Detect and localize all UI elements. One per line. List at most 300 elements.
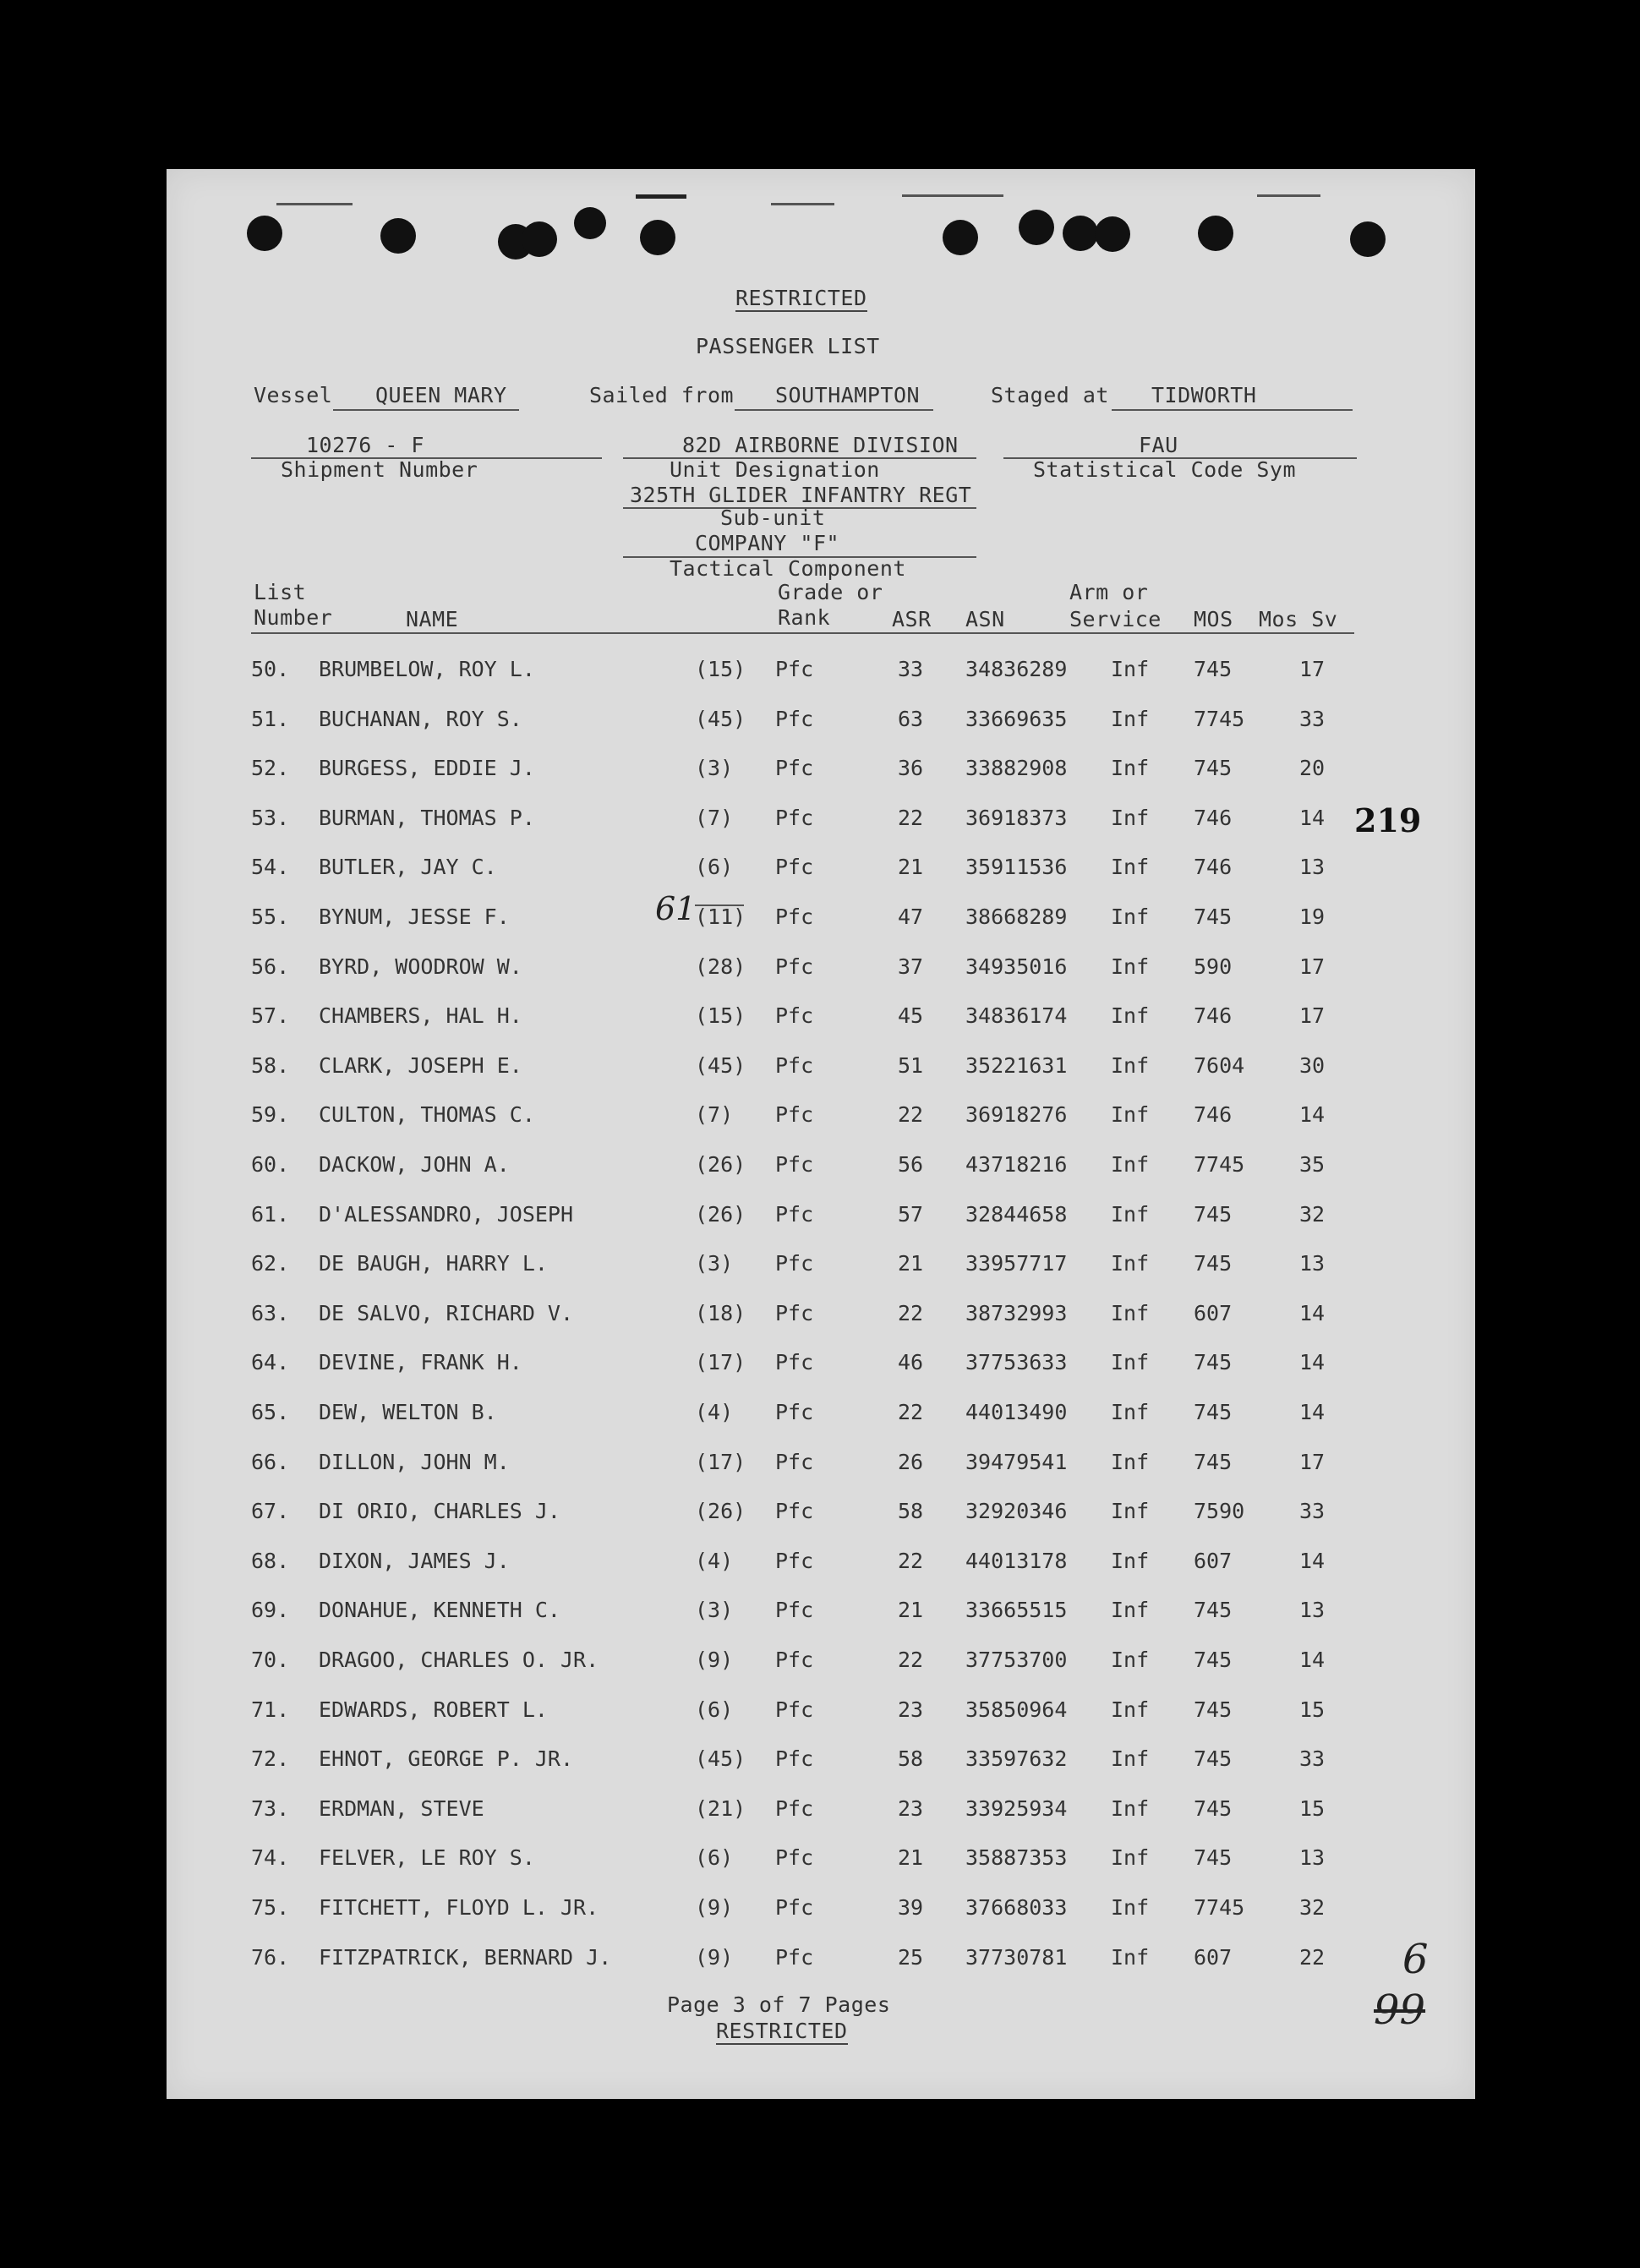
asr: 45 <box>898 1003 924 1029</box>
grade: Pfc <box>775 855 814 880</box>
table-row <box>167 1053 1475 1087</box>
mos: 746 <box>1194 1003 1233 1029</box>
code: (7) <box>695 1102 734 1128</box>
asn: 35850964 <box>965 1697 1068 1722</box>
table-row <box>167 1499 1475 1533</box>
mos: 745 <box>1194 1251 1233 1276</box>
asn: 37753633 <box>965 1350 1068 1375</box>
top-edge-mark <box>902 194 1003 197</box>
grade: Pfc <box>775 1598 814 1623</box>
arm-service: Inf <box>1111 1944 1150 1970</box>
binder-hole <box>247 216 282 251</box>
mos-sv: 32 <box>1299 1895 1326 1920</box>
asr: 21 <box>898 1598 924 1623</box>
grade: Pfc <box>775 805 814 830</box>
arm-service: Inf <box>1111 657 1150 681</box>
mos-sv: 13 <box>1299 1251 1326 1276</box>
mos-sv: 30 <box>1299 1052 1326 1078</box>
passenger-name: BYNUM, JESSE F. <box>319 904 510 929</box>
col-number: Number <box>254 605 333 630</box>
asn: 37668033 <box>965 1895 1068 1920</box>
asr: 25 <box>898 1944 924 1970</box>
grade: Pfc <box>775 1400 814 1424</box>
grade: Pfc <box>775 1201 814 1227</box>
grade: Pfc <box>775 1251 814 1276</box>
handwritten-corner-bottom: 99 <box>1374 1987 1426 2034</box>
code: (6) <box>695 855 734 880</box>
mos-sv: 19 <box>1299 904 1326 929</box>
grade: Pfc <box>775 1795 814 1821</box>
mos: 745 <box>1194 1201 1233 1227</box>
asr: 46 <box>898 1350 924 1375</box>
shipment-label: Shipment Number <box>281 457 478 482</box>
asn: 44013178 <box>965 1548 1068 1573</box>
code: (18) <box>695 1300 746 1325</box>
subunit-label: Sub-unit <box>720 506 826 530</box>
arm-service: Inf <box>1111 1400 1150 1424</box>
passenger-name: DEW, WELTON B. <box>319 1400 497 1424</box>
mos-sv: 17 <box>1299 1003 1326 1029</box>
mos-sv: 22 <box>1299 1944 1326 1970</box>
passenger-name: DRAGOO, CHARLES O. JR. <box>319 1648 599 1672</box>
unit-label: Unit Designation <box>670 457 880 482</box>
asn: 33957717 <box>965 1251 1068 1276</box>
list-number: 59. <box>251 1102 290 1128</box>
passenger-name: DILLON, JOHN M. <box>319 1449 510 1474</box>
binder-hole <box>1019 210 1054 245</box>
arm-service: Inf <box>1111 1003 1150 1029</box>
passenger-name: CHAMBERS, HAL H. <box>319 1003 522 1029</box>
arm-service: Inf <box>1111 1648 1150 1672</box>
passenger-name: BUTLER, JAY C. <box>319 855 497 880</box>
list-number: 53. <box>251 805 290 830</box>
passenger-name: BURMAN, THOMAS P. <box>319 805 535 830</box>
list-number: 68. <box>251 1548 290 1573</box>
staged-at-line <box>1112 409 1353 411</box>
grade: Pfc <box>775 1895 814 1920</box>
asn: 43718216 <box>965 1152 1068 1177</box>
table-row <box>167 904 1475 938</box>
asr: 23 <box>898 1795 924 1821</box>
asn: 35911536 <box>965 855 1068 880</box>
asn: 38668289 <box>965 904 1068 929</box>
mos: 745 <box>1194 1795 1233 1821</box>
table-row <box>167 806 1475 839</box>
strike-through <box>695 904 744 906</box>
mos-sv: 14 <box>1299 1648 1326 1672</box>
document-page <box>167 169 1475 2099</box>
arm-service: Inf <box>1111 1598 1150 1623</box>
vessel-label: Vessel <box>254 383 333 407</box>
binder-hole <box>1063 216 1098 251</box>
mos-sv: 14 <box>1299 805 1326 830</box>
arm-service: Inf <box>1111 1895 1150 1920</box>
table-row <box>167 756 1475 790</box>
top-edge-mark <box>1257 194 1320 197</box>
sailed-from-value: SOUTHAMPTON <box>775 383 921 407</box>
list-number: 72. <box>251 1746 290 1772</box>
binder-hole <box>1095 216 1130 252</box>
list-number: 55. <box>251 904 290 929</box>
asr: 22 <box>898 1400 924 1424</box>
mos: 745 <box>1194 904 1233 929</box>
asr: 21 <box>898 855 924 880</box>
table-row <box>167 1102 1475 1136</box>
arm-service: Inf <box>1111 1201 1150 1227</box>
stamp-number: 219 <box>1354 801 1422 839</box>
arm-service: Inf <box>1111 1449 1150 1474</box>
code: (9) <box>695 1895 734 1920</box>
table-row <box>167 657 1475 691</box>
grade: Pfc <box>775 1003 814 1029</box>
passenger-name: BUCHANAN, ROY S. <box>319 706 522 731</box>
mos: 7745 <box>1194 706 1245 731</box>
stat-code: FAU <box>1139 433 1178 457</box>
mos-sv: 17 <box>1299 657 1326 681</box>
col-service: Service <box>1069 607 1162 631</box>
table-row <box>167 1450 1475 1484</box>
mos-sv: 15 <box>1299 1697 1326 1722</box>
subunit: 325TH GLIDER INFANTRY REGT <box>630 483 972 507</box>
asr: 21 <box>898 1845 924 1871</box>
arm-service: Inf <box>1111 904 1150 929</box>
arm-service: Inf <box>1111 1102 1150 1128</box>
grade: Pfc <box>775 706 814 731</box>
grade: Pfc <box>775 904 814 929</box>
table-row <box>167 1895 1475 1929</box>
binder-hole <box>943 220 978 255</box>
arm-service: Inf <box>1111 1350 1150 1375</box>
arm-service: Inf <box>1111 1251 1150 1276</box>
asn: 33597632 <box>965 1746 1068 1772</box>
asn: 32920346 <box>965 1499 1068 1524</box>
passenger-name: DACKOW, JOHN A. <box>319 1152 510 1177</box>
passenger-name: FELVER, LE ROY S. <box>319 1845 535 1871</box>
asn: 33665515 <box>965 1598 1068 1623</box>
mos-sv: 17 <box>1299 1449 1326 1474</box>
grade: Pfc <box>775 657 814 681</box>
binder-hole <box>1350 221 1386 257</box>
mos-sv: 20 <box>1299 756 1326 781</box>
passenger-name: BURGESS, EDDIE J. <box>319 756 535 781</box>
binder-hole <box>1198 216 1233 251</box>
mos-sv: 33 <box>1299 1499 1326 1524</box>
mos-sv: 14 <box>1299 1548 1326 1573</box>
col-grade: Grade or <box>778 580 883 604</box>
list-number: 65. <box>251 1400 290 1424</box>
list-number: 63. <box>251 1300 290 1325</box>
staged-at-label: Staged at <box>991 383 1109 407</box>
list-number: 64. <box>251 1350 290 1375</box>
arm-service: Inf <box>1111 1697 1150 1722</box>
code: (26) <box>695 1152 746 1177</box>
mos: 590 <box>1194 954 1233 979</box>
grade: Pfc <box>775 1300 814 1325</box>
mos-sv: 14 <box>1299 1102 1326 1128</box>
mos-sv: 13 <box>1299 1845 1326 1871</box>
asn: 37730781 <box>965 1944 1068 1970</box>
grade: Pfc <box>775 756 814 781</box>
code: (3) <box>695 1251 734 1276</box>
arm-service: Inf <box>1111 1499 1150 1524</box>
table-row <box>167 1152 1475 1186</box>
list-number: 54. <box>251 855 290 880</box>
mos: 607 <box>1194 1548 1233 1573</box>
code: (17) <box>695 1449 746 1474</box>
list-number: 74. <box>251 1845 290 1871</box>
mos: 607 <box>1194 1944 1233 1970</box>
grade: Pfc <box>775 1845 814 1871</box>
mos: 7745 <box>1194 1895 1245 1920</box>
binder-hole <box>574 207 606 239</box>
asn: 33925934 <box>965 1795 1068 1821</box>
asr: 22 <box>898 1548 924 1573</box>
mos: 607 <box>1194 1300 1233 1325</box>
list-number: 52. <box>251 756 290 781</box>
code: (45) <box>695 1052 746 1078</box>
list-number: 75. <box>251 1895 290 1920</box>
asr: 58 <box>898 1499 924 1524</box>
code: (17) <box>695 1350 746 1375</box>
grade: Pfc <box>775 1499 814 1524</box>
list-number: 50. <box>251 657 290 681</box>
asr: 47 <box>898 904 924 929</box>
table-row <box>167 1648 1475 1681</box>
vessel-line <box>333 409 519 411</box>
mos-sv: 14 <box>1299 1350 1326 1375</box>
table-row <box>167 855 1475 888</box>
passenger-name: EHNOT, GEORGE P. JR. <box>319 1746 574 1772</box>
col-mos-sv: Mos Sv <box>1259 607 1338 631</box>
asr: 22 <box>898 1300 924 1325</box>
asn: 33669635 <box>965 706 1068 731</box>
asr: 56 <box>898 1152 924 1177</box>
table-row <box>167 1598 1475 1631</box>
list-number: 57. <box>251 1003 290 1029</box>
passenger-name: CULTON, THOMAS C. <box>319 1102 535 1128</box>
code: (3) <box>695 756 734 781</box>
mos: 745 <box>1194 1400 1233 1424</box>
mos-sv: 35 <box>1299 1152 1326 1177</box>
passenger-name: DE SALVO, RICHARD V. <box>319 1300 574 1325</box>
list-number: 58. <box>251 1052 290 1078</box>
code: (11) <box>695 904 746 929</box>
asr: 22 <box>898 1102 924 1128</box>
asr: 57 <box>898 1201 924 1227</box>
restricted-footer: RESTRICTED <box>716 2019 848 2043</box>
binder-hole <box>640 220 675 255</box>
sailed-from-label: Sailed from <box>589 383 735 407</box>
col-asn: ASN <box>965 607 1005 631</box>
code: (6) <box>695 1845 734 1871</box>
asr: 33 <box>898 657 924 681</box>
col-rank: Rank <box>778 605 831 630</box>
mos-sv: 14 <box>1299 1300 1326 1325</box>
mos: 7604 <box>1194 1052 1245 1078</box>
column-header-line <box>251 632 1354 634</box>
list-number: 69. <box>251 1598 290 1623</box>
table-row <box>167 954 1475 988</box>
grade: Pfc <box>775 1152 814 1177</box>
mos-sv: 17 <box>1299 954 1326 979</box>
arm-service: Inf <box>1111 1300 1150 1325</box>
tactical-component: COMPANY "F" <box>695 531 840 555</box>
table-row <box>167 1549 1475 1582</box>
asr: 58 <box>898 1746 924 1772</box>
binder-hole <box>380 218 416 254</box>
arm-service: Inf <box>1111 1795 1150 1821</box>
table-row <box>167 1003 1475 1037</box>
arm-service: Inf <box>1111 756 1150 781</box>
list-number: 67. <box>251 1499 290 1524</box>
stat-code-label: Statistical Code Sym <box>1033 457 1297 482</box>
table-row <box>167 1350 1475 1384</box>
list-number: 73. <box>251 1795 290 1821</box>
grade: Pfc <box>775 1746 814 1772</box>
passenger-name: DE BAUGH, HARRY L. <box>319 1251 548 1276</box>
mos-sv: 33 <box>1299 706 1326 731</box>
table-row <box>167 707 1475 741</box>
mos: 746 <box>1194 855 1233 880</box>
arm-service: Inf <box>1111 1152 1150 1177</box>
mos-sv: 13 <box>1299 1598 1326 1623</box>
staged-at-value: TIDWORTH <box>1151 383 1257 407</box>
vessel-value: QUEEN MARY <box>375 383 507 407</box>
grade: Pfc <box>775 1548 814 1573</box>
passenger-name: DI ORIO, CHARLES J. <box>319 1499 560 1524</box>
arm-service: Inf <box>1111 1845 1150 1871</box>
code: (15) <box>695 657 746 681</box>
asn: 34836174 <box>965 1003 1068 1029</box>
passenger-name: BRUMBELOW, ROY L. <box>319 657 535 681</box>
asn: 34935016 <box>965 954 1068 979</box>
mos: 745 <box>1194 1449 1233 1474</box>
col-list: List <box>254 580 307 604</box>
passenger-name: DEVINE, FRANK H. <box>319 1350 522 1375</box>
arm-service: Inf <box>1111 1548 1150 1573</box>
mos: 746 <box>1194 1102 1233 1128</box>
table-row <box>167 1845 1475 1879</box>
asr: 39 <box>898 1895 924 1920</box>
arm-service: Inf <box>1111 1746 1150 1772</box>
asn: 37753700 <box>965 1648 1068 1672</box>
mos-sv: 14 <box>1299 1400 1326 1424</box>
restricted-header: RESTRICTED <box>735 286 867 310</box>
asr: 22 <box>898 805 924 830</box>
asn: 32844658 <box>965 1201 1068 1227</box>
asr: 21 <box>898 1251 924 1276</box>
table-row <box>167 1697 1475 1731</box>
code: (15) <box>695 1003 746 1029</box>
passenger-name: DONAHUE, KENNETH C. <box>319 1598 560 1623</box>
list-number: 66. <box>251 1449 290 1474</box>
table-row <box>167 1400 1475 1434</box>
sailed-from-line <box>735 409 933 411</box>
list-number: 70. <box>251 1648 290 1672</box>
code: (45) <box>695 1746 746 1772</box>
grade: Pfc <box>775 1697 814 1722</box>
document-title: PASSENGER LIST <box>696 334 880 358</box>
code: (45) <box>695 706 746 731</box>
code: (3) <box>695 1598 734 1623</box>
asn: 36918373 <box>965 805 1068 830</box>
col-asr: ASR <box>892 607 932 631</box>
list-number: 61. <box>251 1201 290 1227</box>
table-row <box>167 1301 1475 1335</box>
top-edge-mark <box>636 194 686 199</box>
code: (28) <box>695 954 746 979</box>
mos-sv: 32 <box>1299 1201 1326 1227</box>
asn: 34836289 <box>965 657 1068 681</box>
asr: 22 <box>898 1648 924 1672</box>
table-row <box>167 1202 1475 1236</box>
list-number: 71. <box>251 1697 290 1722</box>
code: (26) <box>695 1499 746 1524</box>
grade: Pfc <box>775 1944 814 1970</box>
col-mos: MOS <box>1194 607 1233 631</box>
mos: 745 <box>1194 1350 1233 1375</box>
list-number: 56. <box>251 954 290 979</box>
table-row <box>167 1796 1475 1830</box>
mos: 745 <box>1194 1746 1233 1772</box>
code: (7) <box>695 805 734 830</box>
arm-service: Inf <box>1111 805 1150 830</box>
list-number: 60. <box>251 1152 290 1177</box>
arm-service: Inf <box>1111 1052 1150 1078</box>
asn: 35221631 <box>965 1052 1068 1078</box>
arm-service: Inf <box>1111 855 1150 880</box>
asr: 26 <box>898 1449 924 1474</box>
arm-service: Inf <box>1111 954 1150 979</box>
mos: 745 <box>1194 1648 1233 1672</box>
passenger-name: DIXON, JAMES J. <box>319 1548 510 1573</box>
table-row <box>167 1746 1475 1780</box>
handwritten-code: 61 <box>655 890 697 927</box>
mos: 7590 <box>1194 1499 1245 1524</box>
mos: 745 <box>1194 756 1233 781</box>
asn: 36918276 <box>965 1102 1068 1128</box>
asn: 38732993 <box>965 1300 1068 1325</box>
arm-service: Inf <box>1111 706 1150 731</box>
code: (4) <box>695 1400 734 1424</box>
list-number: 76. <box>251 1944 290 1970</box>
code: (9) <box>695 1648 734 1672</box>
grade: Pfc <box>775 1102 814 1128</box>
mos: 7745 <box>1194 1152 1245 1177</box>
asr: 37 <box>898 954 924 979</box>
grade: Pfc <box>775 1648 814 1672</box>
table-row <box>167 1945 1475 1979</box>
shipment-number: 10276 - F <box>306 433 424 457</box>
asn: 33882908 <box>965 756 1068 781</box>
grade: Pfc <box>775 1052 814 1078</box>
list-number: 51. <box>251 706 290 731</box>
asr: 23 <box>898 1697 924 1722</box>
binder-hole <box>522 221 557 257</box>
passenger-name: BYRD, WOODROW W. <box>319 954 522 979</box>
grade: Pfc <box>775 1449 814 1474</box>
grade: Pfc <box>775 954 814 979</box>
asr: 51 <box>898 1052 924 1078</box>
top-edge-mark <box>771 203 834 205</box>
handwritten-corner-top: 6 <box>1402 1936 1429 1983</box>
mos-sv: 33 <box>1299 1746 1326 1772</box>
code: (26) <box>695 1201 746 1227</box>
asr: 63 <box>898 706 924 731</box>
asn: 44013490 <box>965 1400 1068 1424</box>
mos: 745 <box>1194 657 1233 681</box>
passenger-name: FITZPATRICK, BERNARD J. <box>319 1944 612 1970</box>
